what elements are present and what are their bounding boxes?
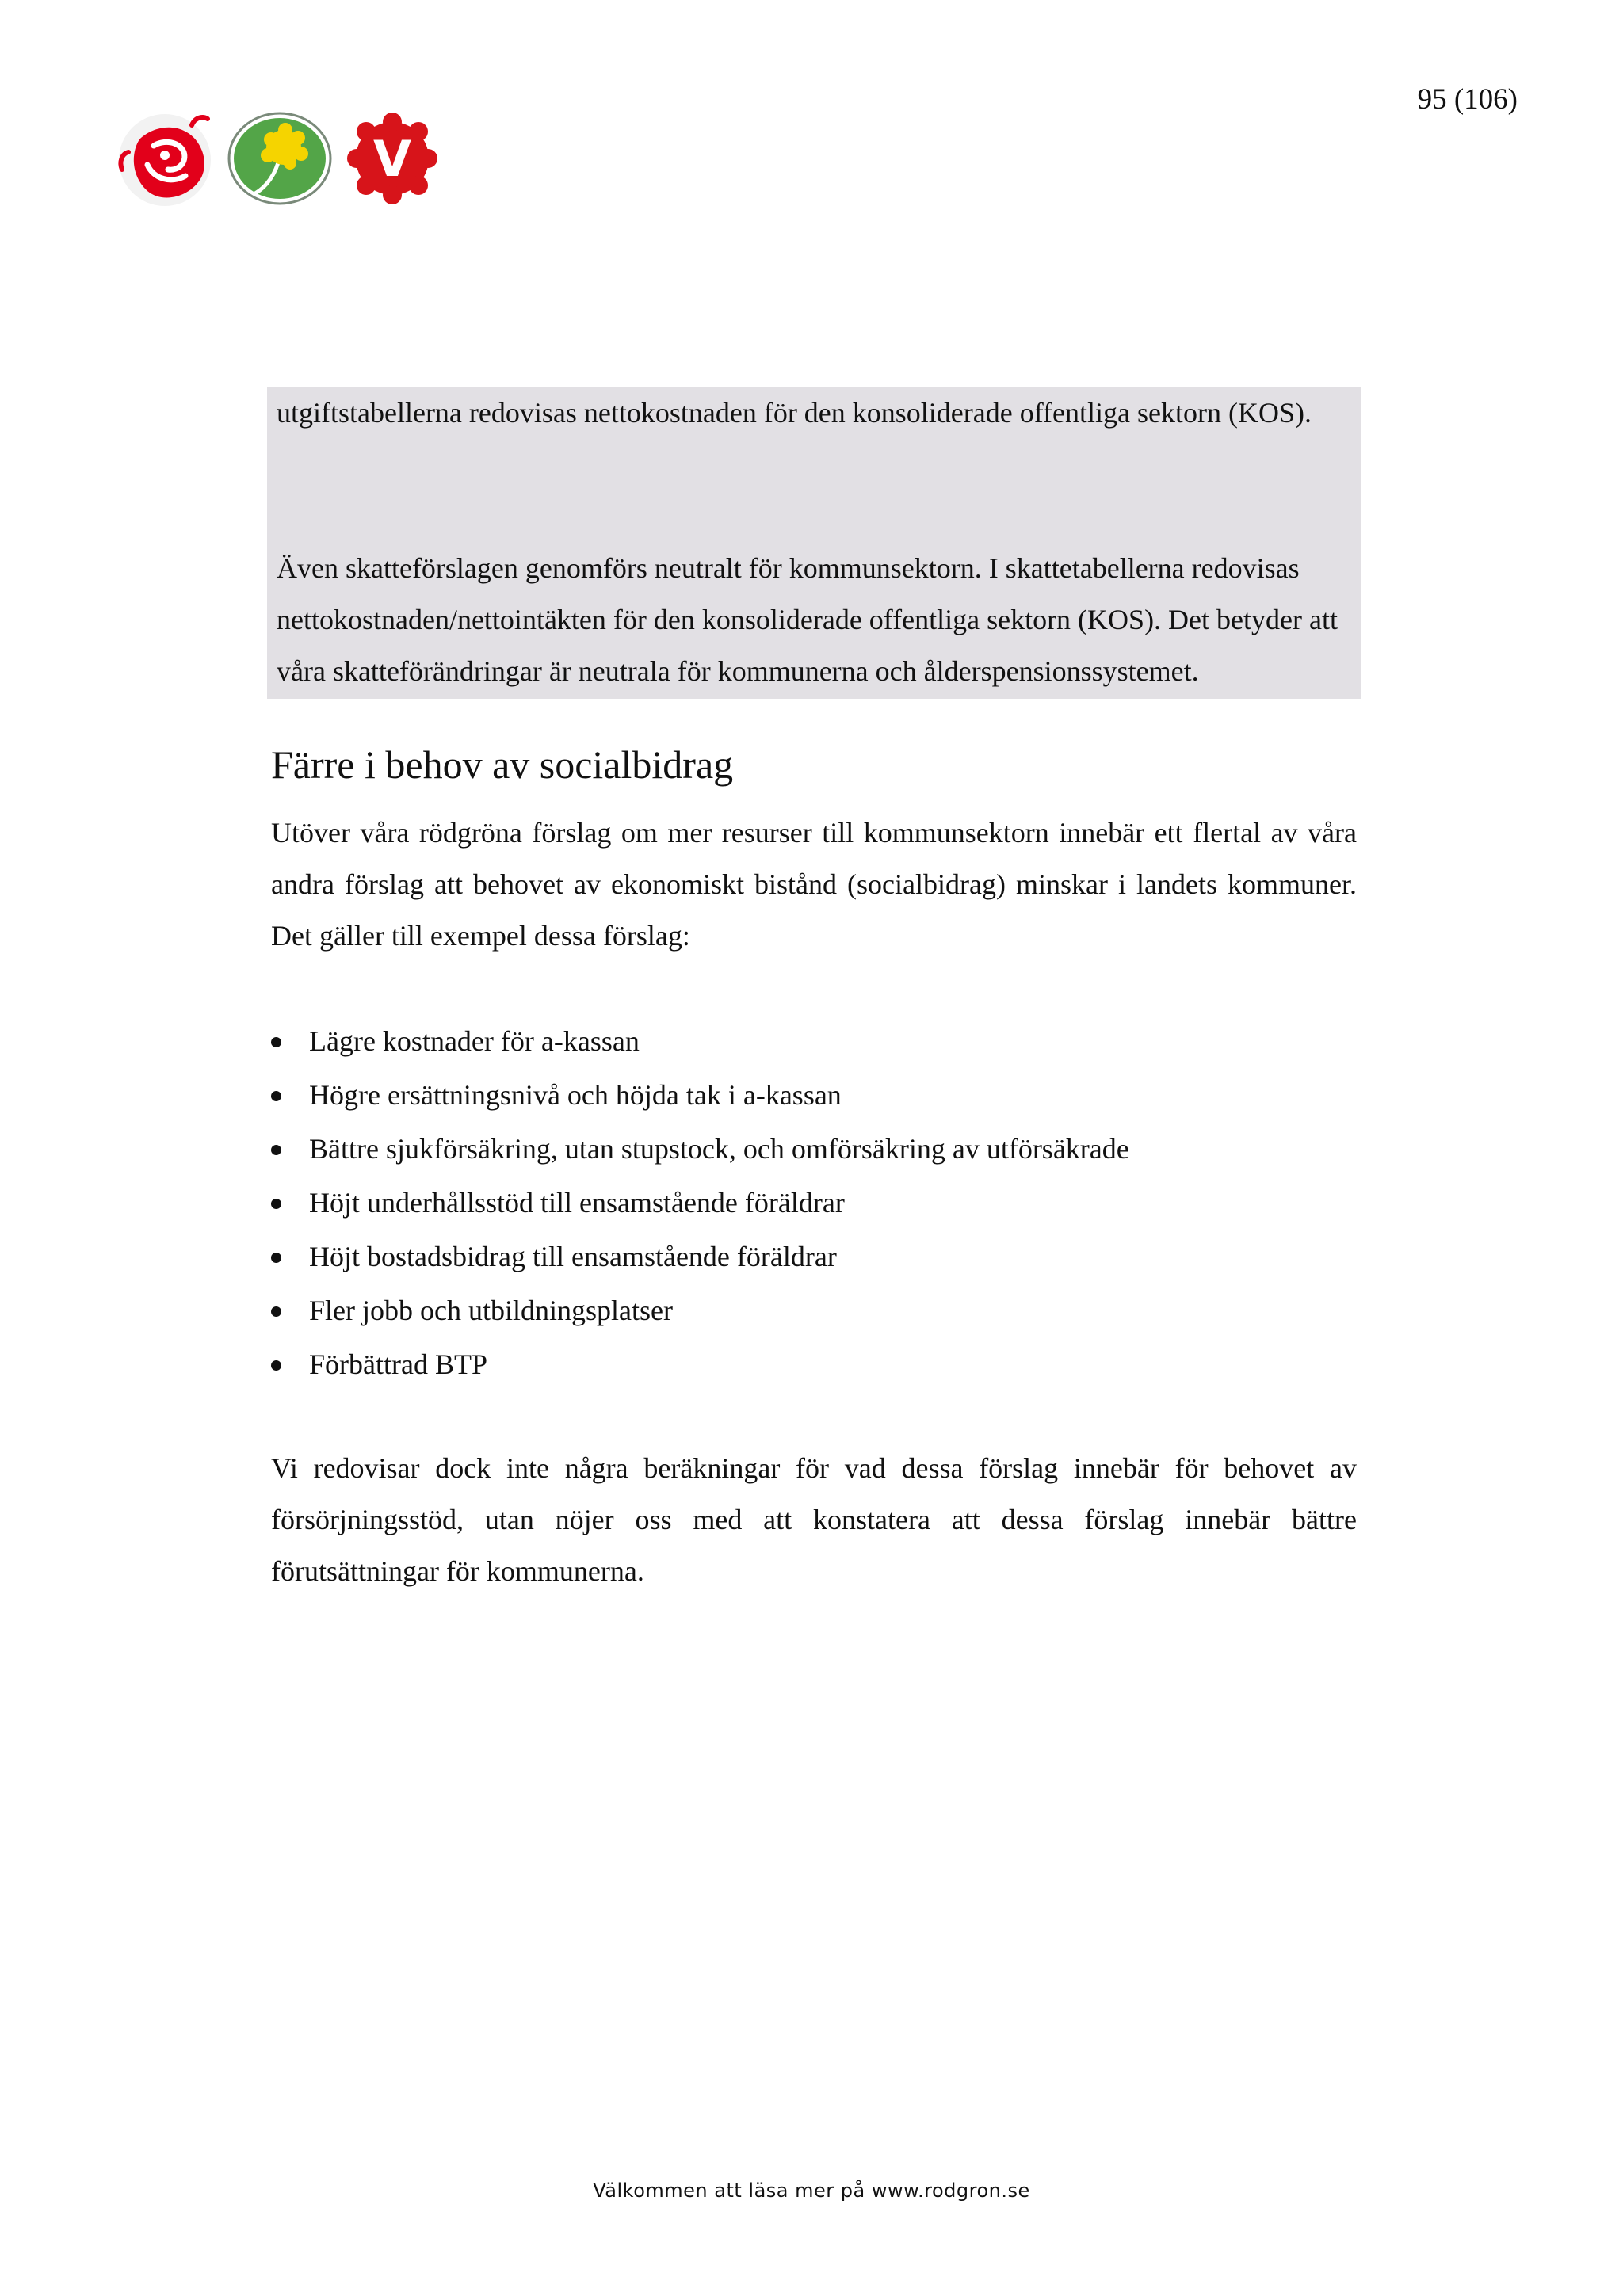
highlight-box (267, 387, 1361, 699)
footer-link-text: Välkommen att läsa mer på www.rodgron.se (593, 2180, 1030, 2202)
bullet-icon (271, 1199, 281, 1209)
proposal-list (271, 1014, 1129, 1391)
list-item: Högre ersättningsnivå och höjda tak i a-kassan (271, 1068, 1129, 1122)
svg-text:V: V (373, 130, 411, 188)
section-heading: Färre i behov av socialbidrag (271, 742, 734, 787)
party-logos (116, 108, 441, 211)
bullet-icon (271, 1091, 281, 1101)
list-item: Bättre sjukförsäkring, utan stupstock, och omförsäkring av utförsäkrade (271, 1122, 1129, 1176)
bullet-icon (271, 1037, 281, 1047)
bullet-icon (271, 1360, 281, 1371)
list-item: Höjt bostadsbidrag till ensamstående föräldrar (271, 1230, 1129, 1283)
intro-paragraph: Utöver våra rödgröna förslag om mer resurser till kommunsektorn innebär ett flertal av våra andra förslag att behovet av ekonomiskt bistånd (socialbidrag) minskar i landets kommuner. Det gäller till exempel dessa förslag: (271, 817, 1357, 952)
rose-logo-icon (116, 108, 214, 209)
list-item: Fler jobb och utbildningsplatser (271, 1283, 1129, 1337)
page-number: 95 (106) (1417, 83, 1518, 116)
v-carnation-logo-icon (344, 109, 441, 206)
dandelion-logo-icon (227, 111, 333, 206)
box-paragraph-2: Även skatteförslagen genomförs neutralt för kommunsektorn. I skattetabellerna redovisas nettokostnaden/nettointäkten för den konsoliderade offentliga sektorn (KOS). Det betyder att våra skatteförändringar är neutrala för kommunerna och ålderspensionssystemet. (277, 552, 1338, 687)
box-paragraph-1: utgiftstabellerna redovisas nettokostnaden för den konsoliderade offentliga sektorn (KOS). (277, 397, 1312, 429)
bullet-icon (271, 1253, 281, 1263)
list-item: Förbättrad BTP (271, 1337, 1129, 1391)
list-item: Höjt underhållsstöd till ensamstående föräldrar (271, 1176, 1129, 1230)
closing-paragraph: Vi redovisar dock inte några beräkningar för vad dessa förslag innebär för behovet av försörjningsstöd, utan nöjer oss med att konstatera att dessa förslag innebär bättre förutsättningar för kommunerna. (271, 1452, 1357, 1587)
list-item: Lägre kostnader för a-kassan (271, 1014, 1129, 1068)
bullet-icon (271, 1306, 281, 1317)
bullet-icon (271, 1145, 281, 1155)
